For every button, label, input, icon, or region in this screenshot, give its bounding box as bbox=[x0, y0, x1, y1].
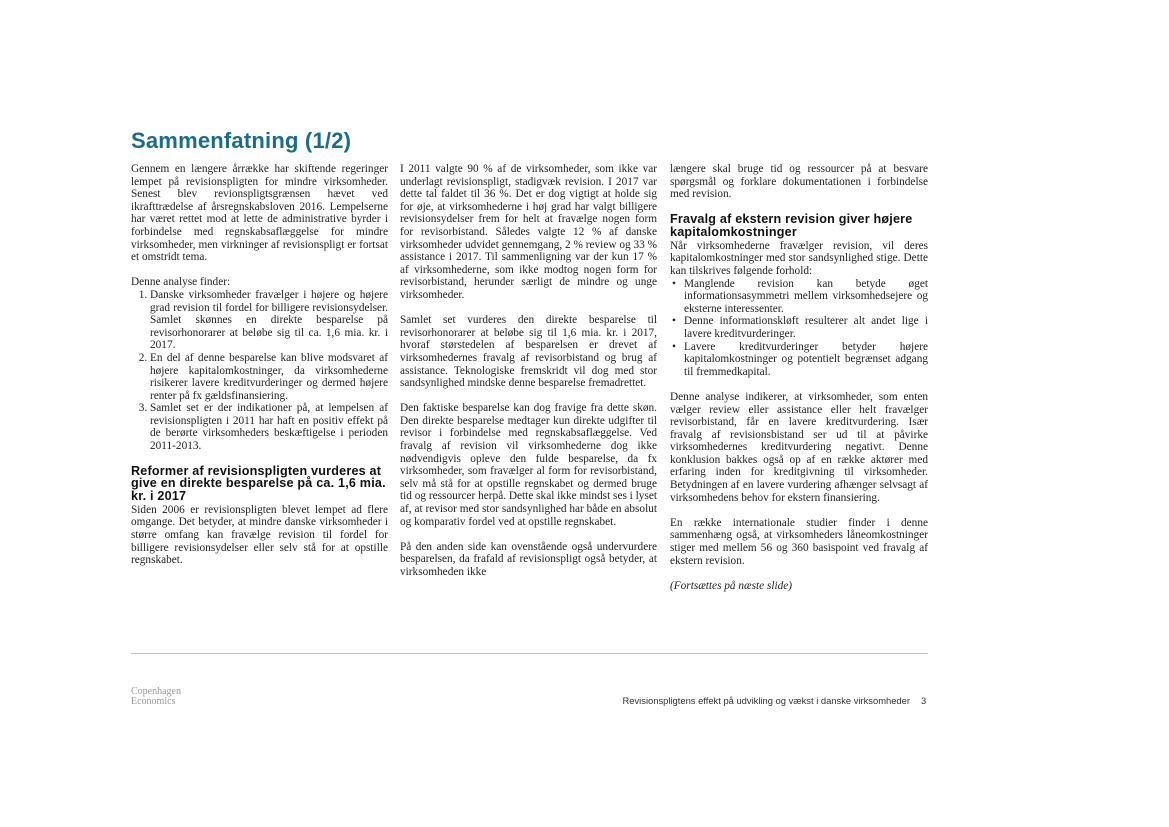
list-item bbox=[672, 340, 928, 379]
logo-line: Copenhagen bbox=[131, 686, 181, 697]
list-item: 2. En del af denne besparelse kan blive modsvaret af højere kapitalomkostninger, da virksomhederne risikerer lavere kreditvurderinger og dermed højere renter på fx gældsfinansiering. bbox=[150, 352, 388, 402]
company-logo bbox=[131, 687, 181, 707]
list-item-text: Lavere kreditvurderinger betyder højere kapitalomkostninger og potentielt begrænset adgang til fremmedkapital. bbox=[684, 340, 928, 378]
paragraph: Den faktiske besparelse kan dog fravige fra dette skøn. Den direkte besparelse medtager kun direkte udgifter til revisor i forbindelse med regnskabsaflæggelse. Ved fravalg af revision vil virksomhederne dog ikke nødvendigvis opleve den fulde besparelse, da fx virksomheder, som fravælger al form for revisorbistand, selv må stå for at opstille regnskabet og dermed bruge tid og ressourcer herpå. Dette skal ikke mindst ses i lyset af, at revisor med stor sandsynlighed har både en absolut og komparativ fordel ved at opstille regnskabet. bbox=[400, 402, 657, 528]
list-item bbox=[672, 315, 928, 340]
page-title: Sammenfatning (1/2) bbox=[131, 128, 352, 153]
paragraph: Når virksomhederne fravælger revision, vil deres kapitalomkostninger med stor sandsynlighed stige. Dette kan tilskrives følgende forhold: bbox=[670, 239, 928, 277]
page-number: 3 bbox=[921, 695, 927, 706]
logo-line: Economics bbox=[131, 696, 176, 707]
findings-intro: Denne analyse finder: bbox=[131, 276, 231, 289]
section-heading: Fravalg af ekstern revision giver højere kapitalomkostninger bbox=[670, 212, 913, 239]
list-item bbox=[672, 277, 928, 316]
paragraph: På den anden side kan ovenstående også undervurdere besparelsen, da frafald af revisionspligt også betyder, at virksomheden ikke bbox=[400, 540, 657, 578]
paragraph: I 2011 valgte 90 % af de virksomheder, som ikke var underlagt revisionspligt, stadigvæk revision. I 2017 var dette tal faldet til 36 %. Det er dog vigtigt at holde sig for øje, at virksomhederne i høj grad har valgt billigere revisionsydelser frem for helt at fravælge nogen form for revisorbistand. Således valgte 12 % af danske virksomheder udvidet gennemgang, 2 % review og 33 % assistance i 2017. Til sammenligning var der kun 17 % af virksomhederne, som ikke modtog nogen form for revisorbistand, herunder særligt de mindre og unge virksomheder. bbox=[400, 163, 657, 301]
paragraph: Siden 2006 er revisionspligten blevet lempet ad flere omgange. Det betyder, at mindre danske virksomheder i større omfang kan fravælge revision til fordel for billigere revisionsydelser eller selv stå for at opstille regnskabet. bbox=[131, 503, 388, 567]
findings-list bbox=[131, 289, 388, 453]
bullet-icon: • bbox=[672, 340, 676, 353]
bullet-icon: • bbox=[672, 277, 676, 290]
paragraph: En række internationale studier finder i denne sammenhæng også, at virksomheders låneomkostninger stiger med mellem 56 og 360 basispoint ved fravalg af ekstern revision. bbox=[670, 516, 928, 567]
bullet-list bbox=[670, 278, 928, 379]
list-item-text: Denne informationskløft resulterer alt andet lige i lavere kreditvurderinger. bbox=[684, 315, 928, 340]
paragraph: Gennem en længere årrække har skiftende regeringer lempet på revisionspligten for mindre virksomheder. Senest blev revionspligtsgrænsen hævet ved ikrafttrædelse af årsregnskabsloven 2016. Lempelserne har været rettet mod at lette de administrative byrder i forbindelse med regnskabsaflæggelse for mindre virksomheder, men virkninger af revisionspligt er fortsat et omstridt tema. bbox=[131, 163, 388, 264]
paragraph: Samlet set vurderes den direkte besparelse til revisorhonorarer at beløbe sig til 1,6 mia. kr. i 2017, hvoraf størstedelen af besparelsen er drevet af virksomhedernes fravalg af revisorbistand og brug af assistance. Teknologiske fremskridt vil dog med stor sandsynlighed mindske denne besparelse fremadrettet. bbox=[400, 314, 657, 390]
column-left bbox=[131, 163, 388, 579]
footer-divider bbox=[131, 653, 928, 654]
paragraph: Denne analyse indikerer, at virksomheder, som enten vælger review eller assistance eller helt fravælger revisorbistand, får en lavere kreditvurdering. Især fravalg af revisionsbistand ser ud til at påvirke virksomhedernes kreditvurdering negativt. Denne konklusion bakkes også op af en række aktører med erfaring inden for kreditgivning til virksomheder. Betydningen af en lavere vurdering afhænger selvsagt af virksomhedens behov for ekstern finansiering. bbox=[670, 390, 928, 504]
list-item: 1. Danske virksomheder fravælger i højere og højere grad revision til fordel for billigere revisionsydelser. Samlet skønnes en direkte besparelse på revisorhonorarer at beløbe sig til ca. 1,6 mia. kr. i 2017. bbox=[150, 289, 388, 352]
bullet-icon: • bbox=[672, 315, 676, 328]
footer-text: Revisionspligtens effekt på udvikling og vækst i danske virksomheder bbox=[622, 695, 910, 706]
continued-note: (Fortsættes på næste slide) bbox=[670, 579, 793, 592]
list-item-text: Manglende revision kan betyde øget informationsasymmetri mellem virksomhedsejere og eksterne interessenter. bbox=[684, 277, 928, 315]
section-heading: Reformer af revisionspligten vurderes at give en direkte besparelse på ca. 1,6 mia. kr. i 2017 bbox=[131, 464, 386, 503]
column-right bbox=[670, 163, 928, 605]
column-middle bbox=[400, 163, 657, 591]
list-item: 3. Samlet set er der indikationer på, at lempelsen af revisionspligten i 2011 har haft en positiv effekt på de berørte virksomheders beskæftigelse i perioden 2011-2013. bbox=[150, 402, 388, 452]
paragraph: længere skal bruge tid og ressourcer på at besvare spørgsmål og forklare dokumentationen i forbindelse med revision. bbox=[670, 163, 928, 201]
